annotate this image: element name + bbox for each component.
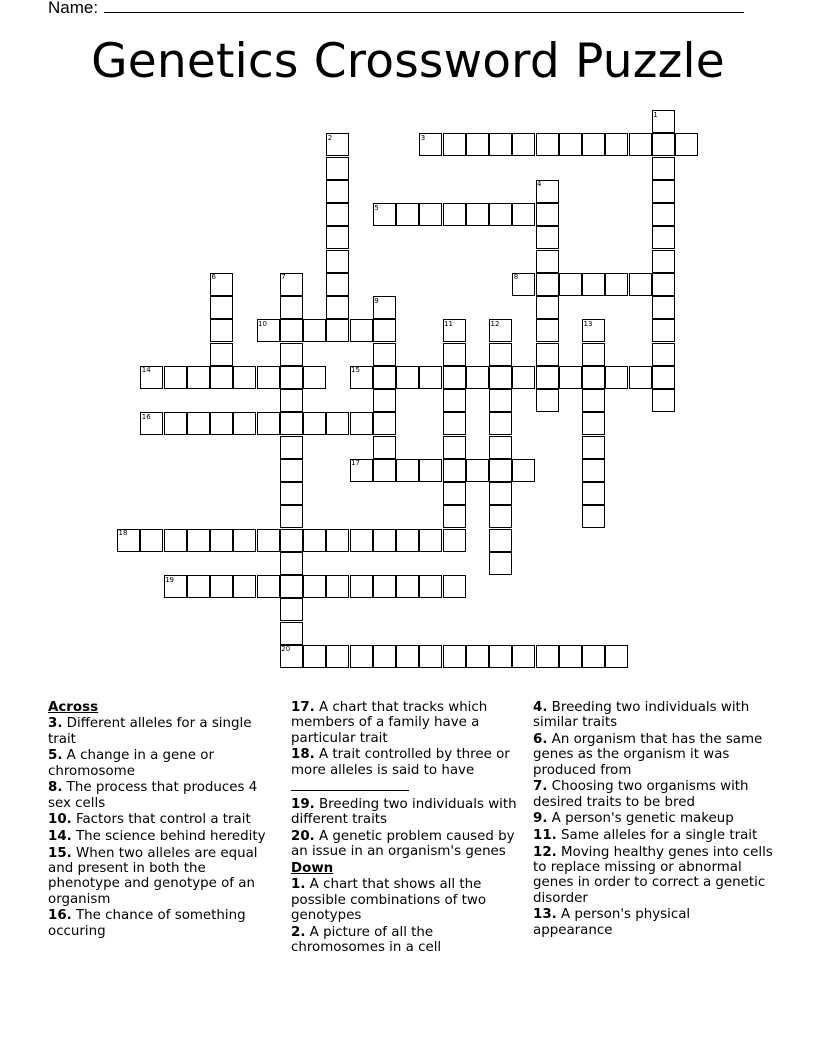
grid-cell[interactable] [373, 319, 396, 342]
grid-cell[interactable] [652, 296, 675, 319]
grid-cell[interactable] [582, 343, 605, 366]
clue-number-label: 17. [291, 700, 315, 715]
grid-cell[interactable] [489, 133, 512, 156]
grid-cell[interactable] [373, 645, 396, 668]
grid-cell[interactable] [187, 575, 210, 598]
clue-text: A trait controlled by three or more alleles is said to have [291, 747, 510, 778]
grid-cell[interactable] [164, 529, 187, 552]
grid-cell[interactable] [536, 343, 559, 366]
clue-across [48, 748, 276, 779]
clue-text: A chart that shows all the possible combinations of two genotypes [291, 877, 487, 924]
grid-cell[interactable] [536, 319, 559, 342]
grid-cell[interactable] [466, 133, 489, 156]
clue-text: The process that produces 4 sex cells [48, 780, 258, 811]
answer-blank [291, 778, 409, 791]
clue-down [533, 828, 773, 843]
clue-number: 1 [653, 110, 658, 119]
grid-cell[interactable] [675, 133, 698, 156]
grid-cell[interactable] [164, 366, 187, 389]
grid-cell[interactable] [326, 250, 349, 273]
clues-column-3 [533, 700, 773, 939]
grid-cell[interactable] [512, 645, 535, 668]
clue-text: Factors that control a trait [76, 812, 251, 828]
clue-number: 17 [351, 459, 360, 468]
clue-text: Same alleles for a single trait [561, 828, 758, 843]
grid-cell[interactable] [233, 412, 256, 435]
grid-cell[interactable] [257, 575, 280, 598]
grid-cell[interactable] [350, 575, 373, 598]
clue-down [533, 732, 773, 778]
clue-across [48, 908, 276, 939]
clue-number: 14 [141, 366, 151, 375]
grid-cell[interactable] [326, 273, 349, 296]
grid-cell[interactable] [582, 389, 605, 412]
grid-cell[interactable] [326, 226, 349, 249]
clue-number-label: 19. [291, 796, 315, 812]
clue-number: 15 [351, 366, 360, 375]
grid-cell[interactable] [396, 575, 419, 598]
clue-number-label: 15. [48, 845, 72, 861]
grid-cell[interactable] [280, 412, 303, 435]
clue-number: 12 [490, 319, 500, 328]
grid-cell[interactable] [582, 505, 605, 528]
grid-cell[interactable] [373, 529, 396, 552]
clue-down [533, 700, 773, 731]
grid-cell[interactable] [489, 412, 512, 435]
clue-text: An organism that has the same genes as the organism it was produced from [533, 732, 763, 778]
grid-cell[interactable] [303, 529, 326, 552]
clue-number: 10 [258, 319, 267, 328]
grid-cell[interactable] [536, 296, 559, 319]
grid-cell[interactable] [233, 366, 256, 389]
clue-number-label: 11. [533, 828, 557, 843]
grid-cell[interactable] [233, 575, 256, 598]
grid-cell[interactable] [489, 203, 512, 226]
clue-across [48, 812, 276, 827]
grid-cell[interactable] [280, 552, 303, 575]
grid-cell[interactable] [652, 366, 675, 389]
grid-cell[interactable] [582, 482, 605, 505]
grid-cell[interactable] [605, 273, 628, 296]
clue-text: Breeding two individuals with similar traits [533, 700, 750, 731]
grid-cell[interactable] [326, 319, 349, 342]
clue-number-label: 8. [48, 780, 63, 796]
grid-cell[interactable] [350, 529, 373, 552]
grid-cell[interactable] [489, 482, 512, 505]
name-label: Name: [48, 0, 99, 17]
grid-cell[interactable] [350, 319, 373, 342]
clue-text: When two alleles are equal and present in both the phenotype and genotype of an organism [48, 845, 258, 907]
clue-number: 11 [444, 319, 453, 328]
clue-across [48, 829, 276, 844]
grid-cell[interactable] [210, 575, 233, 598]
grid-cell[interactable] [303, 412, 326, 435]
grid-cell[interactable] [582, 366, 605, 389]
clue-down [533, 811, 773, 826]
grid-cell[interactable] [582, 459, 605, 482]
clues-column-2 [291, 700, 525, 957]
grid-cell[interactable] [326, 157, 349, 180]
clue-number: 8 [513, 273, 519, 282]
grid-cell[interactable] [443, 412, 466, 435]
clue-number: 19 [165, 575, 174, 584]
grid-cell[interactable] [280, 598, 303, 621]
grid-cell[interactable] [559, 133, 582, 156]
clue-down [533, 845, 773, 907]
grid-cell[interactable] [210, 366, 233, 389]
grid-cell[interactable] [419, 645, 442, 668]
grid-cell[interactable] [489, 552, 512, 575]
grid-cell[interactable] [629, 366, 652, 389]
grid-cell[interactable] [396, 366, 419, 389]
grid-cell[interactable] [350, 412, 373, 435]
grid-cell[interactable] [629, 273, 652, 296]
grid-cell[interactable] [536, 250, 559, 273]
grid-cell[interactable] [512, 133, 535, 156]
grid-cell[interactable] [326, 645, 349, 668]
clue-across [291, 747, 525, 795]
grid-cell[interactable] [536, 389, 559, 412]
grid-cell[interactable] [652, 273, 675, 296]
grid-cell[interactable] [187, 412, 210, 435]
clue-number-label: 2. [291, 924, 306, 940]
clue-number-label: 10. [48, 812, 72, 828]
grid-cell[interactable] [396, 645, 419, 668]
grid-cell[interactable] [559, 366, 582, 389]
grid-cell[interactable] [489, 529, 512, 552]
grid-cell[interactable] [466, 645, 489, 668]
clue-down [291, 877, 525, 923]
grid-cell[interactable] [652, 319, 675, 342]
clue-number: 6 [211, 273, 216, 282]
grid-cell[interactable] [326, 412, 349, 435]
grid-cell[interactable] [582, 436, 605, 459]
grid-cell[interactable] [280, 575, 303, 598]
grid-cell[interactable] [210, 529, 233, 552]
grid-cell[interactable] [536, 226, 559, 249]
clue-text: A change in a gene or chromosome [48, 748, 214, 779]
grid-cell[interactable] [443, 459, 466, 482]
grid-cell[interactable] [582, 133, 605, 156]
grid-cell[interactable] [629, 133, 652, 156]
grid-cell[interactable] [257, 529, 280, 552]
grid-cell[interactable] [140, 529, 163, 552]
grid-cell[interactable] [536, 133, 559, 156]
clue-number: 9 [374, 296, 379, 305]
clue-number: 2 [327, 133, 333, 142]
grid-cell[interactable] [280, 343, 303, 366]
grid-cell[interactable] [652, 226, 675, 249]
grid-cell[interactable] [582, 645, 605, 668]
grid-cell[interactable] [489, 366, 512, 389]
grid-cell[interactable] [280, 366, 303, 389]
grid-cell[interactable] [187, 529, 210, 552]
grid-cell[interactable] [326, 575, 349, 598]
grid-cell[interactable] [373, 343, 396, 366]
grid-cell[interactable] [303, 575, 326, 598]
grid-cell[interactable] [605, 645, 628, 668]
clue-number: 3 [420, 133, 426, 142]
grid-cell[interactable] [373, 436, 396, 459]
grid-cell[interactable] [280, 529, 303, 552]
clue-text: Moving healthy genes into cells to replace missing or abnormal genes in order to correct a genetic disorder [533, 844, 773, 906]
grid-cell[interactable] [210, 319, 233, 342]
clue-number-label: 4. [533, 700, 548, 715]
grid-cell[interactable] [443, 133, 466, 156]
grid-cell[interactable] [257, 412, 280, 435]
grid-cell[interactable] [489, 436, 512, 459]
grid-cell[interactable] [443, 436, 466, 459]
grid-cell[interactable] [419, 529, 442, 552]
grid-cell[interactable] [443, 203, 466, 226]
grid-cell[interactable] [396, 459, 419, 482]
grid-cell[interactable] [373, 412, 396, 435]
grid-cell[interactable] [536, 645, 559, 668]
clue-number-label: 16. [48, 908, 72, 924]
grid-cell[interactable] [373, 366, 396, 389]
grid-cell[interactable] [419, 203, 442, 226]
grid-cell[interactable] [280, 319, 303, 342]
grid-cell[interactable] [536, 366, 559, 389]
clue-text: Different alleles for a single trait [48, 716, 252, 747]
clue-down [533, 779, 773, 810]
grid-cell[interactable] [536, 273, 559, 296]
down-heading: Down [291, 860, 334, 876]
grid-cell[interactable] [280, 389, 303, 412]
clue-number: 20 [281, 645, 291, 654]
grid-cell[interactable] [489, 343, 512, 366]
clue-number: 4 [537, 180, 542, 189]
grid-cell[interactable] [443, 529, 466, 552]
grid-cell[interactable] [280, 482, 303, 505]
grid-cell[interactable] [443, 366, 466, 389]
grid-cell[interactable] [443, 505, 466, 528]
grid-cell[interactable] [443, 482, 466, 505]
clue-number-label: 13. [533, 907, 557, 923]
grid-cell[interactable] [652, 157, 675, 180]
grid-cell[interactable] [303, 319, 326, 342]
clue-number-label: 20. [291, 828, 315, 844]
grid-cell[interactable] [280, 436, 303, 459]
grid-cell[interactable] [512, 459, 535, 482]
grid-cell[interactable] [419, 459, 442, 482]
grid-cell[interactable] [210, 343, 233, 366]
clue-text: Breeding two individuals with different traits [291, 796, 517, 828]
grid-cell[interactable] [280, 505, 303, 528]
clue-across [291, 700, 525, 746]
grid-cell[interactable] [443, 343, 466, 366]
grid-cell[interactable] [233, 529, 256, 552]
grid-cell[interactable] [210, 296, 233, 319]
grid-cell[interactable] [443, 575, 466, 598]
clue-text: The science behind heredity [76, 829, 266, 844]
grid-cell[interactable] [652, 203, 675, 226]
clue-number: 7 [281, 273, 286, 282]
grid-cell[interactable] [326, 203, 349, 226]
grid-cell[interactable] [652, 180, 675, 203]
clue-number: 5 [374, 203, 379, 212]
grid-cell[interactable] [512, 366, 535, 389]
clue-number-label: 12. [533, 844, 557, 860]
clue-across [48, 716, 276, 747]
grid-cell[interactable] [559, 645, 582, 668]
grid-cell[interactable] [303, 366, 326, 389]
clue-across [48, 780, 276, 811]
clue-number-label: 7. [533, 779, 548, 795]
clue-number-label: 5. [48, 748, 63, 764]
clue-text: A chart that tracks which members of a family have a particular trait [291, 700, 488, 746]
grid-cell[interactable] [303, 645, 326, 668]
grid-cell[interactable] [652, 133, 675, 156]
grid-cell[interactable] [210, 412, 233, 435]
grid-cell[interactable] [489, 645, 512, 668]
grid-cell[interactable] [164, 412, 187, 435]
clues-column-1 [48, 700, 276, 940]
grid-cell[interactable] [326, 296, 349, 319]
clue-across [291, 797, 525, 828]
clue-text: A picture of all the chromosomes in a cell [291, 924, 442, 956]
grid-cell[interactable] [582, 273, 605, 296]
grid-cell[interactable] [419, 575, 442, 598]
clue-number-label: 1. [291, 877, 306, 893]
grid-cell[interactable] [326, 529, 349, 552]
clue-number: 16 [141, 412, 151, 421]
grid-cell[interactable] [605, 366, 628, 389]
grid-cell[interactable] [396, 529, 419, 552]
clue-number: 18 [118, 529, 128, 537]
grid-cell[interactable] [489, 505, 512, 528]
clue-text: Choosing two organisms with desired traits to be bred [533, 779, 749, 810]
grid-cell[interactable] [280, 296, 303, 319]
clue-number-label: 6. [533, 732, 548, 747]
clue-text: A genetic problem caused by an issue in an organism's genes [291, 828, 515, 860]
grid-cell[interactable] [373, 459, 396, 482]
grid-cell[interactable] [396, 203, 419, 226]
clue-number-label: 14. [48, 829, 72, 844]
clue-down [291, 925, 525, 956]
grid-cell[interactable] [605, 133, 628, 156]
grid-cell[interactable] [582, 412, 605, 435]
clue-number: 13 [583, 319, 593, 328]
grid-cell[interactable] [466, 203, 489, 226]
clue-text: The chance of something occuring [48, 908, 246, 939]
grid-cell[interactable] [326, 180, 349, 203]
grid-cell[interactable] [652, 389, 675, 412]
grid-cell[interactable] [466, 459, 489, 482]
grid-cell[interactable] [280, 459, 303, 482]
clue-text: A person's physical appearance [533, 907, 691, 938]
grid-cell[interactable] [443, 389, 466, 412]
across-heading: Across [48, 700, 99, 715]
clue-number-label: 18. [291, 747, 315, 763]
page-title: Genetics Crossword Puzzle [91, 34, 725, 89]
grid-cell[interactable] [443, 645, 466, 668]
grid-cell[interactable] [466, 366, 489, 389]
grid-cell[interactable] [373, 575, 396, 598]
grid-cell[interactable] [512, 203, 535, 226]
grid-cell[interactable] [489, 459, 512, 482]
clue-number-label: 3. [48, 716, 63, 732]
grid-cell[interactable] [652, 343, 675, 366]
clue-number-label: 9. [533, 811, 548, 827]
grid-cell[interactable] [489, 389, 512, 412]
grid-cell[interactable] [652, 250, 675, 273]
grid-cell[interactable] [350, 645, 373, 668]
grid-cell[interactable] [559, 273, 582, 296]
grid-cell[interactable] [257, 366, 280, 389]
clue-text: A person's genetic makeup [551, 811, 734, 827]
clue-down [533, 907, 773, 938]
grid-cell[interactable] [419, 366, 442, 389]
grid-cell[interactable] [187, 366, 210, 389]
clue-across [291, 829, 525, 860]
clue-across [48, 846, 276, 908]
grid-cell[interactable] [536, 203, 559, 226]
grid-cell[interactable] [373, 389, 396, 412]
grid-cell[interactable] [280, 622, 303, 645]
